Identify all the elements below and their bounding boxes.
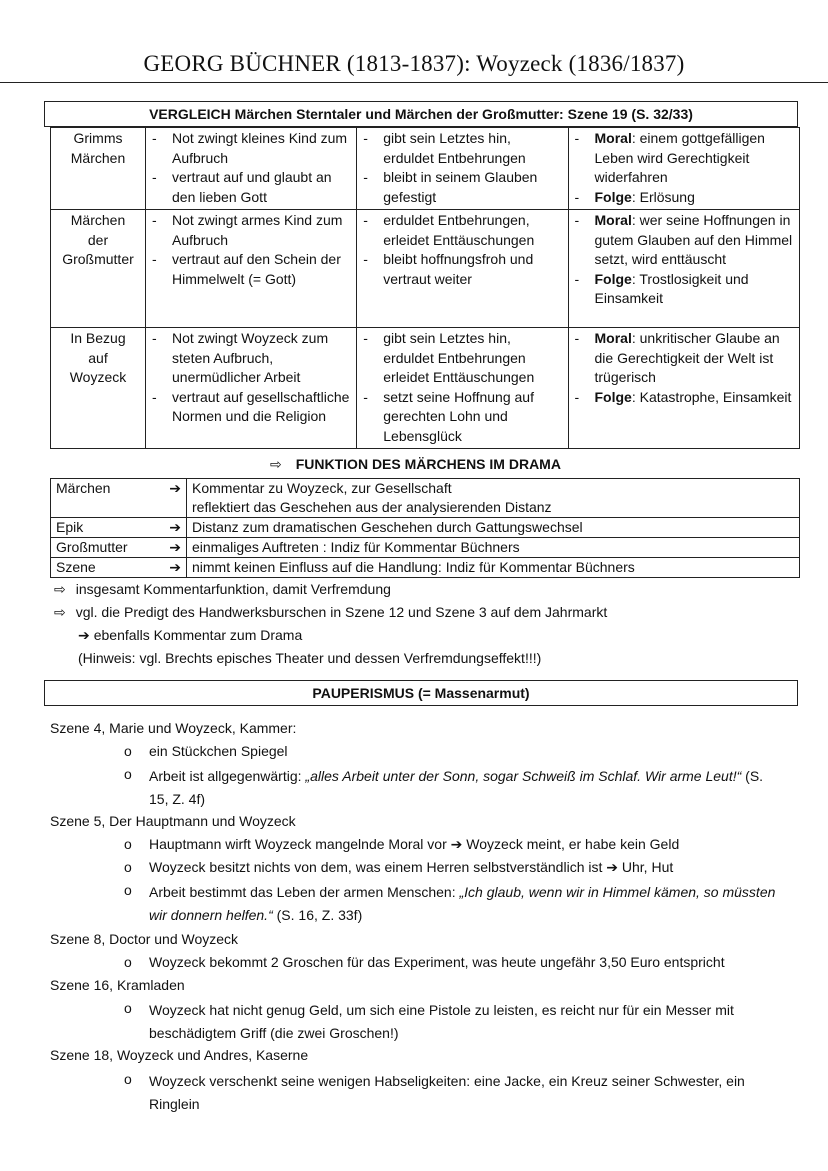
- arrow-icon: ➔: [606, 859, 618, 875]
- hollow-arrow-icon: ⇨: [54, 581, 66, 597]
- list-item: - Folge: Erlösung: [573, 188, 796, 208]
- bullet-icon: o: [124, 766, 132, 782]
- list-item: - Moral: wer seine Hoffnungen in gutem Glauben auf den Himmel setzt, wird enttäuscht: [573, 211, 796, 270]
- arrow-icon: ➔: [450, 836, 463, 852]
- list-item: - vertraut auf und glaubt an den lieben Gott: [150, 168, 352, 207]
- comparison-heading: VERGLEICH Märchen Sterntaler und Märchen der Großmutter: Szene 19 (S. 32/33): [44, 101, 798, 127]
- page-title: GEORG BÜCHNER (1813-1837): Woyzeck (1836/1837): [0, 50, 828, 83]
- row-label: In Bezug auf Woyzeck: [51, 328, 146, 449]
- list-item: o ein Stückchen Spiegel: [124, 742, 784, 762]
- list-item: - gibt sein Letztes hin, erduldet Entbehrungen: [361, 129, 563, 168]
- list-item: - vertraut auf den Schein der Himmelwelt (= Gott): [150, 250, 352, 289]
- list-item: - Not zwingt Woyzeck zum steten Aufbruch, unermüdlicher Arbeit: [150, 329, 352, 388]
- bullet-icon: o: [124, 859, 132, 875]
- list-item: - erduldet Entbehrungen, erleidet Enttäuschungen: [361, 211, 563, 250]
- arrow-icon: ➔: [169, 559, 181, 575]
- function-table: [50, 478, 800, 578]
- bullet-icon: o: [124, 954, 132, 970]
- table-row: Szene ➔ nimmt keinen Einfluss auf die Handlung: Indiz für Kommentar Büchners: [51, 558, 800, 578]
- list-item: - gibt sein Letztes hin, erduldet Entbehrungen erleidet Enttäuschungen: [361, 329, 563, 388]
- hollow-arrow-icon: ⇨: [54, 604, 66, 620]
- scene-title: Szene 18, Woyzeck und Andres, Kaserne: [50, 1047, 309, 1063]
- row-label: Grimms Märchen: [51, 128, 146, 210]
- table-row: [51, 128, 800, 210]
- list-item: - Folge: Trostlosigkeit und Einsamkeit: [573, 270, 796, 309]
- scene-title: Szene 8, Doctor und Woyzeck: [50, 931, 239, 947]
- pauperism-heading: PAUPERISMUS (= Massenarmut): [44, 680, 798, 706]
- scene-title: Szene 5, Der Hauptmann und Woyzeck: [50, 813, 296, 829]
- bullet-icon: o: [124, 1071, 132, 1087]
- list-item: o Woyzeck verschenkt seine wenigen Habseligkeiten: eine Jacke, ein Kreuz seiner Schwester, ein Ringlein: [124, 1071, 745, 1112]
- list-item: o Woyzeck besitzt nichts von dem, was einem Herren selbstverständlich ist ➔ Uhr, Hut: [124, 858, 784, 878]
- table-row: Epik ➔ Distanz zum dramatischen Geschehen durch Gattungswechsel: [51, 518, 800, 538]
- table-row: Großmutter ➔ einmaliges Auftreten : Indiz für Kommentar Büchners: [51, 538, 800, 558]
- bullet-icon: o: [124, 882, 132, 898]
- hollow-arrow-icon: ⇨: [270, 456, 282, 472]
- list-item: o Arbeit bestimmt das Leben der armen Menschen: „Ich glaub, wenn wir in Himmel kämen, so müssten wir donnern helfen.“ (S. 16, Z. 33f): [124, 882, 776, 923]
- note-line: (Hinweis: vgl. Brechts episches Theater und dessen Verfremdungseffekt!!!): [78, 650, 542, 666]
- comparison-table: [50, 127, 800, 449]
- bullet-icon: o: [124, 1000, 132, 1016]
- arrow-icon: ➔: [169, 519, 181, 535]
- list-item: - setzt seine Hoffnung auf gerechten Lohn und Lebensglück: [361, 388, 563, 447]
- list-item: - Folge: Katastrophe, Einsamkeit: [573, 388, 796, 408]
- arrow-icon: ➔: [169, 539, 181, 555]
- table-row: [51, 328, 800, 449]
- scene-title: Szene 16, Kramladen: [50, 977, 185, 993]
- list-item: o Woyzeck hat nicht genug Geld, um sich eine Pistole zu leisten, es reicht nur für ein Messer mit beschädigtem Griff (die zwei Groschen!): [124, 1000, 734, 1041]
- list-item: - Moral: einem gottgefälligen Leben wird Gerechtigkeit widerfahren: [573, 129, 796, 188]
- row-label: Märchen der Großmutter: [51, 210, 146, 328]
- list-item: - vertraut auf gesellschaftliche Normen und die Religion: [150, 388, 352, 427]
- arrow-icon: ➔: [169, 480, 181, 496]
- note-line: ➔ ebenfalls Kommentar zum Drama: [78, 627, 303, 643]
- bullet-icon: o: [124, 836, 132, 852]
- table-row: Märchen ➔ Kommentar zu Woyzeck, zur Gesellschaft reflektiert das Geschehen aus der analysierenden Distanz: [51, 479, 800, 518]
- list-item: - Moral: unkritischer Glaube an die Gerechtigkeit der Welt ist trügerisch: [573, 329, 796, 388]
- note-line: ⇨ vgl. die Predigt des Handwerksburschen in Szene 12 und Szene 3 auf dem Jahrmarkt: [54, 604, 608, 620]
- scene-title: Szene 4, Marie und Woyzeck, Kammer:: [50, 720, 297, 736]
- function-heading: ⇨ FUNKTION DES MÄRCHENS IM DRAMA: [270, 456, 561, 472]
- bullet-icon: o: [124, 743, 132, 759]
- list-item: - bleibt hoffnungsfroh und vertraut weiter: [361, 250, 563, 289]
- list-item: o Hauptmann wirft Woyzeck mangelnde Moral vor ➔ Woyzeck meint, er habe kein Geld: [124, 835, 784, 855]
- list-item: - Not zwingt armes Kind zum Aufbruch: [150, 211, 352, 250]
- list-item: o Arbeit ist allgegenwärtig: „alles Arbeit unter der Sonn, sogar Schweiß im Schlaf. Wir arme Leut!“ (S. 15, Z. 4f): [124, 766, 764, 807]
- list-item: o Woyzeck bekommt 2 Groschen für das Experiment, was heute ungefähr 3,50 Euro entspricht: [124, 953, 784, 973]
- list-item: - Not zwingt kleines Kind zum Aufbruch: [150, 129, 352, 168]
- note-line: ⇨ insgesamt Kommentarfunktion, damit Verfremdung: [54, 581, 391, 597]
- table-row: [51, 210, 800, 328]
- list-item: - bleibt in seinem Glauben gefestigt: [361, 168, 563, 207]
- arrow-icon: ➔: [78, 627, 90, 643]
